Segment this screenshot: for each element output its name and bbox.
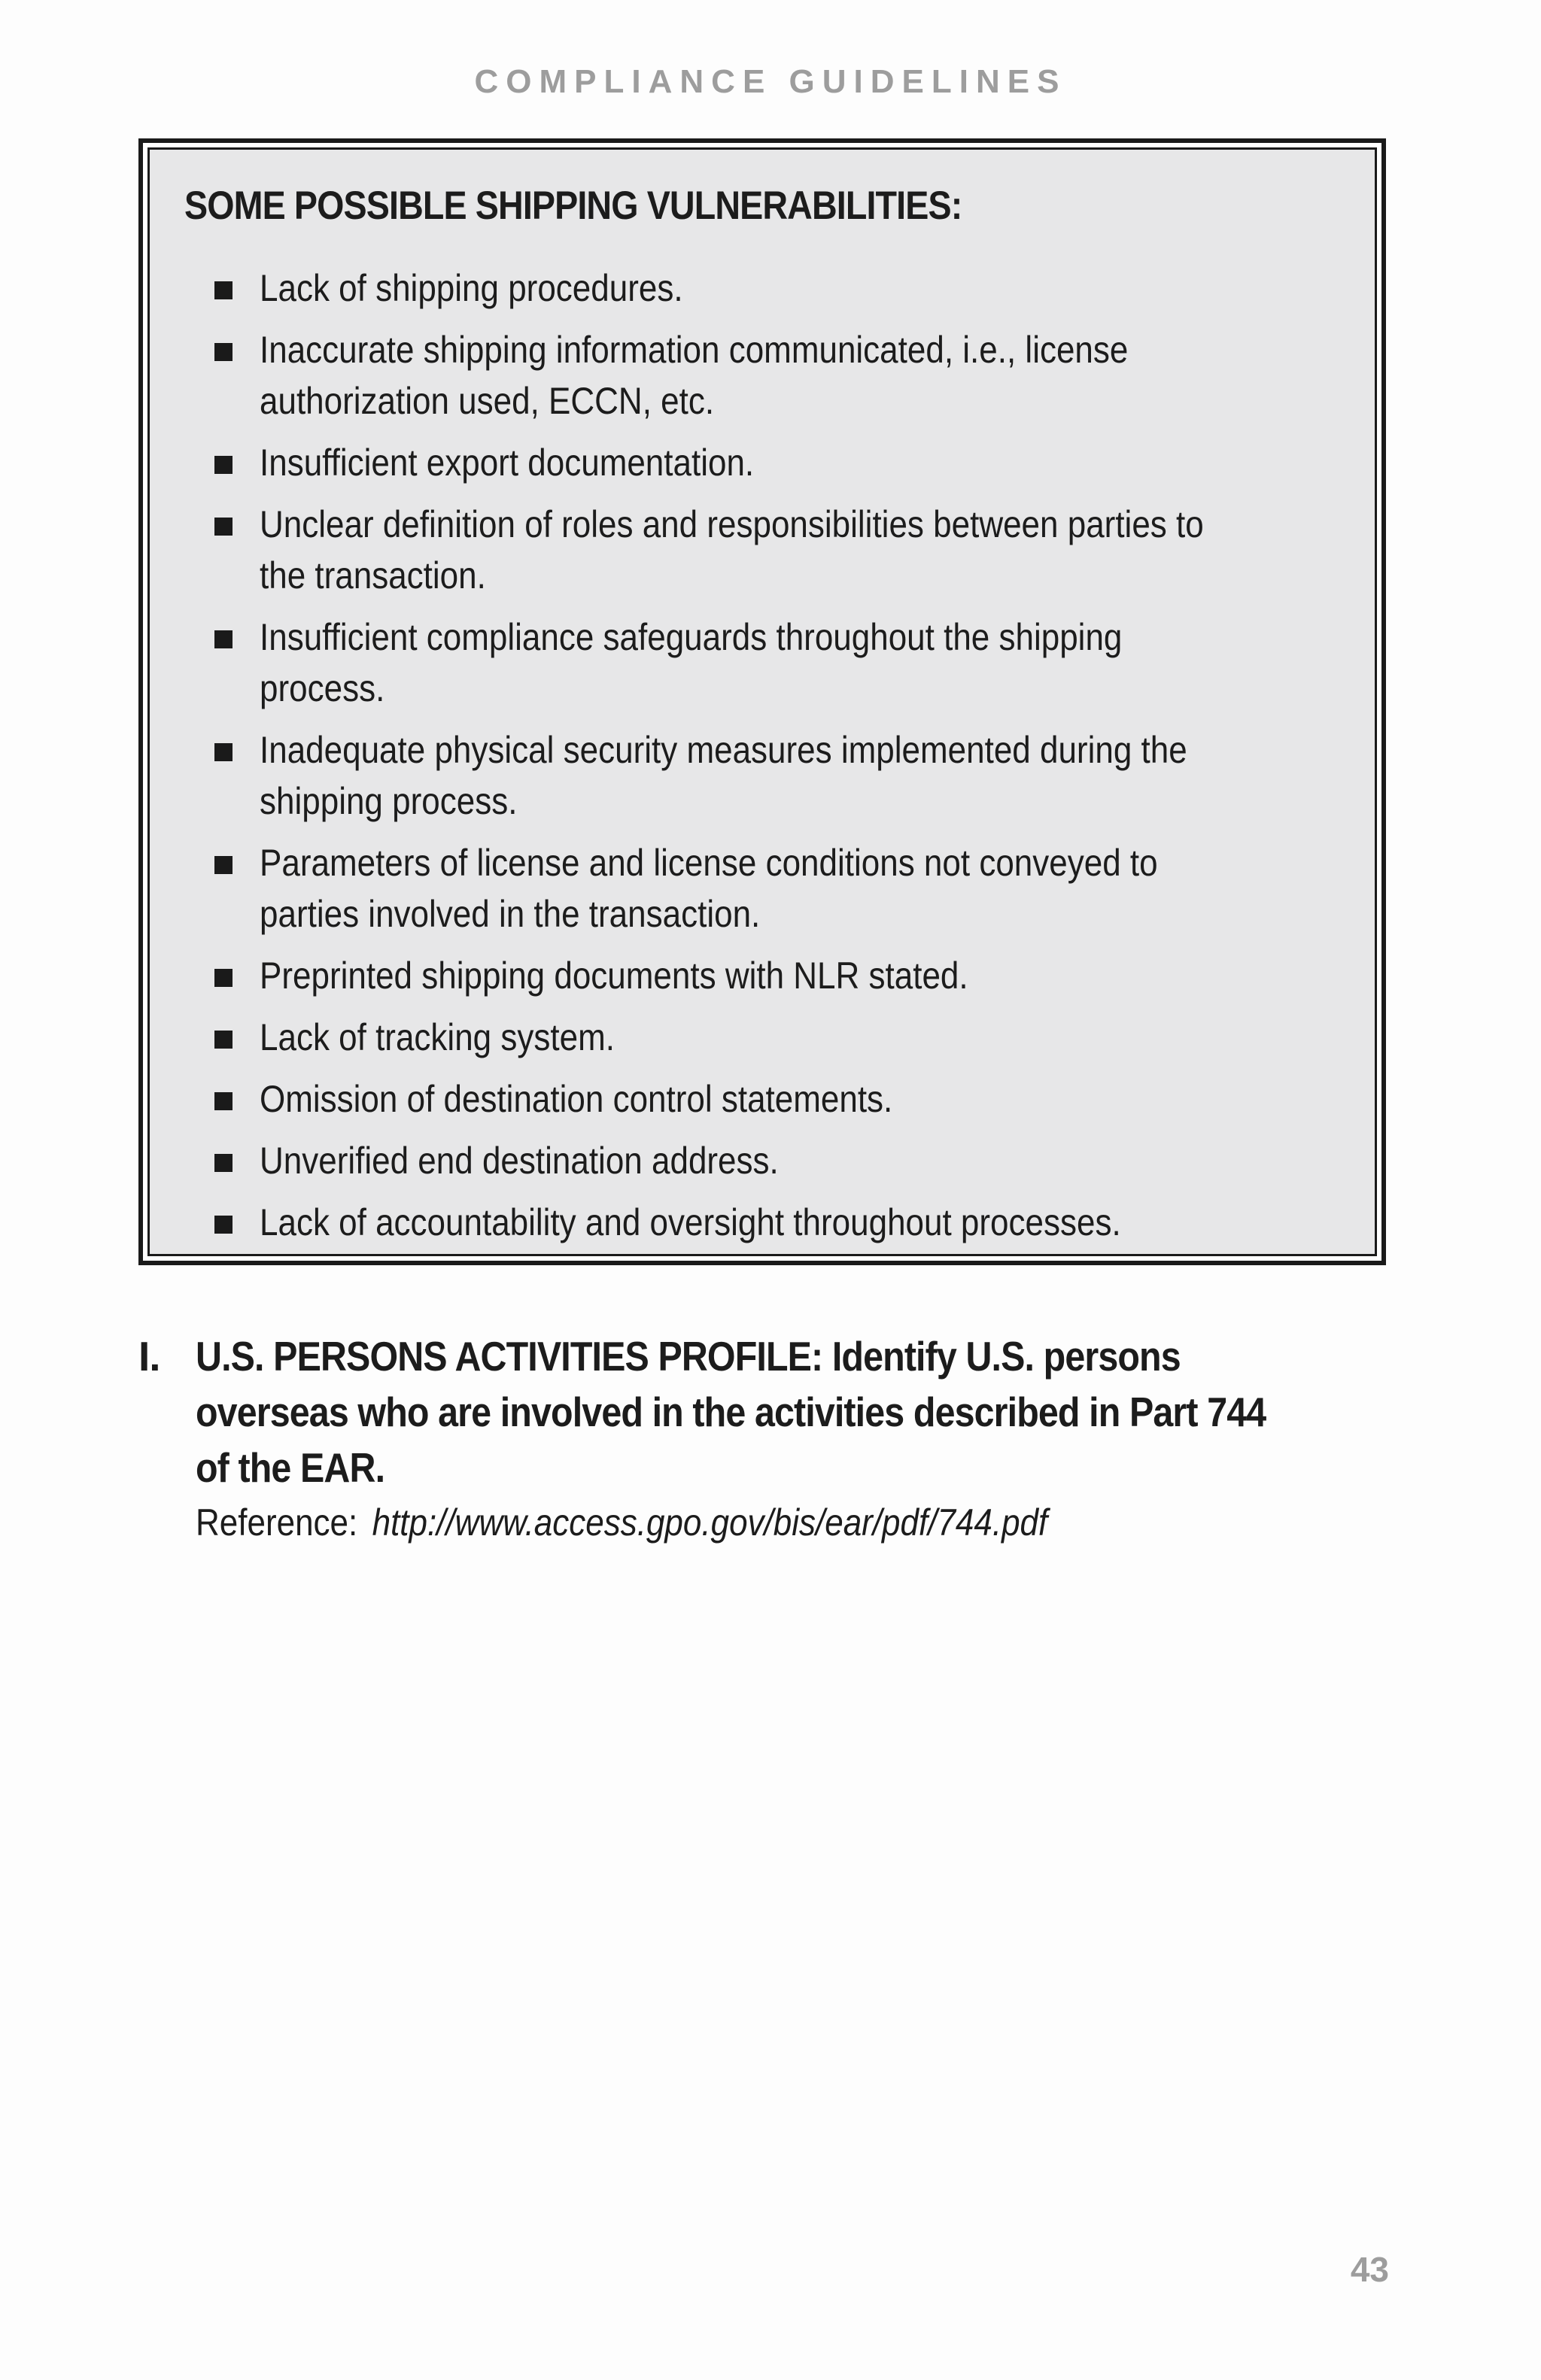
list-item	[214, 1073, 1343, 1125]
list-item-line: Parameters of license and license conditions not conveyed to	[260, 842, 1158, 884]
list-item-line: Unverified end destination address.	[260, 1140, 779, 1182]
section-i	[138, 1328, 1403, 1548]
list-item	[214, 437, 1343, 488]
section-heading-text	[196, 1328, 1407, 1495]
list-item-text	[260, 612, 1319, 714]
square-bullet-icon	[214, 1216, 233, 1234]
list-item	[214, 499, 1343, 601]
list-item-text	[260, 1073, 1319, 1125]
list-item-text	[260, 1135, 1319, 1186]
section-number: I.	[138, 1333, 160, 1380]
square-bullet-icon	[214, 1154, 233, 1172]
reference-link[interactable]: http://www.access.gpo.gov/bis/ear/pdf/744.pdf	[372, 1501, 1048, 1544]
square-bullet-icon	[214, 630, 233, 648]
list-item	[214, 837, 1343, 940]
list-item-line: process.	[260, 667, 385, 709]
list-item	[214, 950, 1343, 1001]
vulnerabilities-box	[138, 138, 1386, 1265]
list-item-text	[260, 724, 1319, 827]
list-item-line: parties involved in the transaction.	[260, 893, 761, 935]
reference-label: Reference:	[196, 1501, 358, 1544]
list-item-text	[260, 499, 1319, 601]
list-item	[214, 1197, 1343, 1248]
list-item	[214, 1012, 1343, 1063]
list-item	[214, 263, 1343, 314]
list-item	[214, 612, 1343, 714]
square-bullet-icon	[214, 1031, 233, 1049]
square-bullet-icon	[214, 343, 233, 361]
list-item	[214, 324, 1343, 427]
reference-line	[138, 1497, 1403, 1548]
list-item-line: Lack of shipping procedures.	[260, 267, 683, 309]
list-item-line: Preprinted shipping documents with NLR stated.	[260, 955, 968, 997]
list-item-line: Inaccurate shipping information communicated, i.e., license	[260, 329, 1129, 371]
square-bullet-icon	[214, 743, 233, 761]
list-item-line: Inadequate physical security measures implemented during the	[260, 729, 1187, 771]
section-heading-line: overseas who are involved in the activities described in Part 744	[196, 1389, 1266, 1435]
list-item	[214, 724, 1343, 827]
list-item-text	[260, 837, 1319, 940]
list-item-line: Omission of destination control statements.	[260, 1078, 893, 1120]
list-item-line: Insufficient export documentation.	[260, 442, 755, 484]
square-bullet-icon	[214, 856, 233, 874]
vulnerabilities-list	[214, 263, 1343, 1258]
box-title: SOME POSSIBLE SHIPPING VULNERABILITIES:	[184, 184, 962, 228]
running-head: COMPLIANCE GUIDELINES	[474, 63, 1067, 100]
section-heading-line: of the EAR.	[196, 1444, 385, 1491]
list-item-line: shipping process.	[260, 780, 518, 822]
list-item-text	[260, 950, 1319, 1001]
square-bullet-icon	[214, 1092, 233, 1110]
list-item-text	[260, 1197, 1319, 1248]
section-heading	[138, 1328, 1403, 1495]
list-item-text	[260, 324, 1319, 427]
list-item-line: Insufficient compliance safeguards throughout the shipping	[260, 616, 1123, 658]
list-item-line: authorization used, ECCN, etc.	[260, 380, 715, 422]
list-item-text	[260, 263, 1319, 314]
vulnerabilities-box-inner	[147, 147, 1377, 1256]
list-item-line: the transaction.	[260, 554, 486, 597]
list-item-line: Lack of accountability and oversight throughout processes.	[260, 1201, 1121, 1243]
list-item-text	[260, 437, 1319, 488]
section-heading-line: U.S. PERSONS ACTIVITIES PROFILE: Identify U.S. persons	[196, 1333, 1181, 1380]
list-item-text	[260, 1012, 1319, 1063]
list-item-line: Lack of tracking system.	[260, 1016, 615, 1058]
list-item-line: Unclear definition of roles and responsibilities between parties to	[260, 503, 1204, 545]
square-bullet-icon	[214, 456, 233, 474]
page-number: 43	[1350, 2250, 1389, 2289]
square-bullet-icon	[214, 281, 233, 299]
list-item	[214, 1135, 1343, 1186]
square-bullet-icon	[214, 518, 233, 536]
square-bullet-icon	[214, 969, 233, 987]
